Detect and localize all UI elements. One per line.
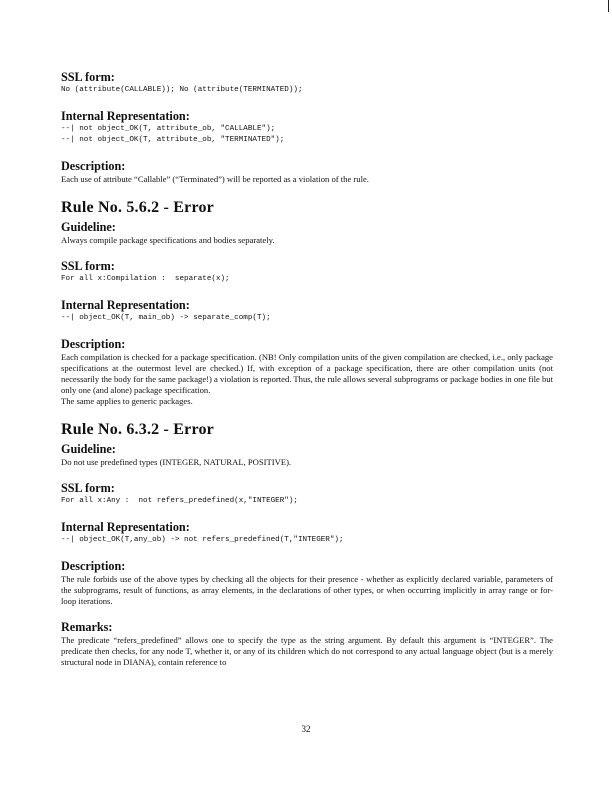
description-text: Each use of attribute “Callable” (“Terminated”) will be reported as a violation of the rule. bbox=[61, 174, 369, 184]
internal-representation-heading: Internal Representation: bbox=[61, 109, 190, 123]
description-text: The rule forbids use of the above types by checking all the objects for their presence - whether as explicitly declared variable, parameters of the subprograms, result of functions, as array elements, in the declarations of other types, or when occurring implicitly in array range or for-loop iterations. bbox=[61, 574, 553, 606]
description-heading: Description: bbox=[61, 159, 126, 173]
ir-code-line: --| not object_OK(T, attribute_ob, "TERMINATED"); bbox=[61, 136, 285, 144]
description-heading: Description: bbox=[61, 559, 126, 573]
page-edge-mark bbox=[608, 0, 609, 12]
ssl-form-code: For all x:Compilation : separate(x); bbox=[61, 275, 230, 283]
ssl-form-heading: SSL form: bbox=[61, 259, 115, 273]
internal-representation-heading: Internal Representation: bbox=[61, 298, 190, 312]
ir-code-line: --| not object_OK(T, attribute_ob, "CALLABLE"); bbox=[61, 125, 276, 133]
ir-code-line: --| object_OK(T,any_ob) -> not refers_predefined(T,"INTEGER"); bbox=[61, 536, 344, 544]
guideline-text: Always compile package specifications and bodies separately. bbox=[61, 235, 275, 245]
guideline-heading: Guideline: bbox=[61, 442, 116, 456]
page-content bbox=[61, 70, 553, 668]
ssl-form-heading: SSL form: bbox=[61, 70, 115, 84]
page-number: 32 bbox=[301, 724, 311, 734]
guideline-text: Do not use predefined types (INTEGER, NATURAL, POSITIVE). bbox=[61, 457, 292, 467]
ir-code-line: --| object_OK(T, main_ob) -> separate_comp(T); bbox=[61, 314, 271, 322]
ssl-form-heading: SSL form: bbox=[61, 481, 115, 495]
internal-representation-heading: Internal Representation: bbox=[61, 520, 190, 534]
remarks-text: The predicate “refers_predefined” allows one to specify the type as the string argument. By default this argument is “INTEGER”. The predicate then checks, for any node T, whether it, or any of its children which do not correspond to any actual language object (but is a merely structural node in DIANA), contain reference to bbox=[61, 635, 553, 667]
description-text-2: The same applies to generic packages. bbox=[61, 396, 193, 406]
rule-632-title: Rule No. 6.3.2 - Error bbox=[61, 421, 214, 438]
guideline-heading: Guideline: bbox=[61, 220, 116, 234]
rule-562-title: Rule No. 5.6.2 - Error bbox=[61, 199, 214, 216]
description-heading: Description: bbox=[61, 337, 126, 351]
description-text: Each compilation is checked for a package specification. (NB! Only compilation units of the given compilation are checked, i.e., only package specifications at the outermost level are checked.) If, with exception of a package specification, there are other compilation units (not necessarily the body for the same package!) a violation is reported. Thus, the rule allows several subprograms or package bodies in one file but only one (and alone) package specification. bbox=[61, 352, 553, 395]
ssl-form-code: For all x:Any : not refers_predefined(x,"INTEGER"); bbox=[61, 497, 298, 505]
remarks-heading: Remarks: bbox=[61, 620, 113, 634]
ssl-form-code: No (attribute(CALLABLE)); No (attribute(TERMINATED)); bbox=[61, 86, 303, 94]
